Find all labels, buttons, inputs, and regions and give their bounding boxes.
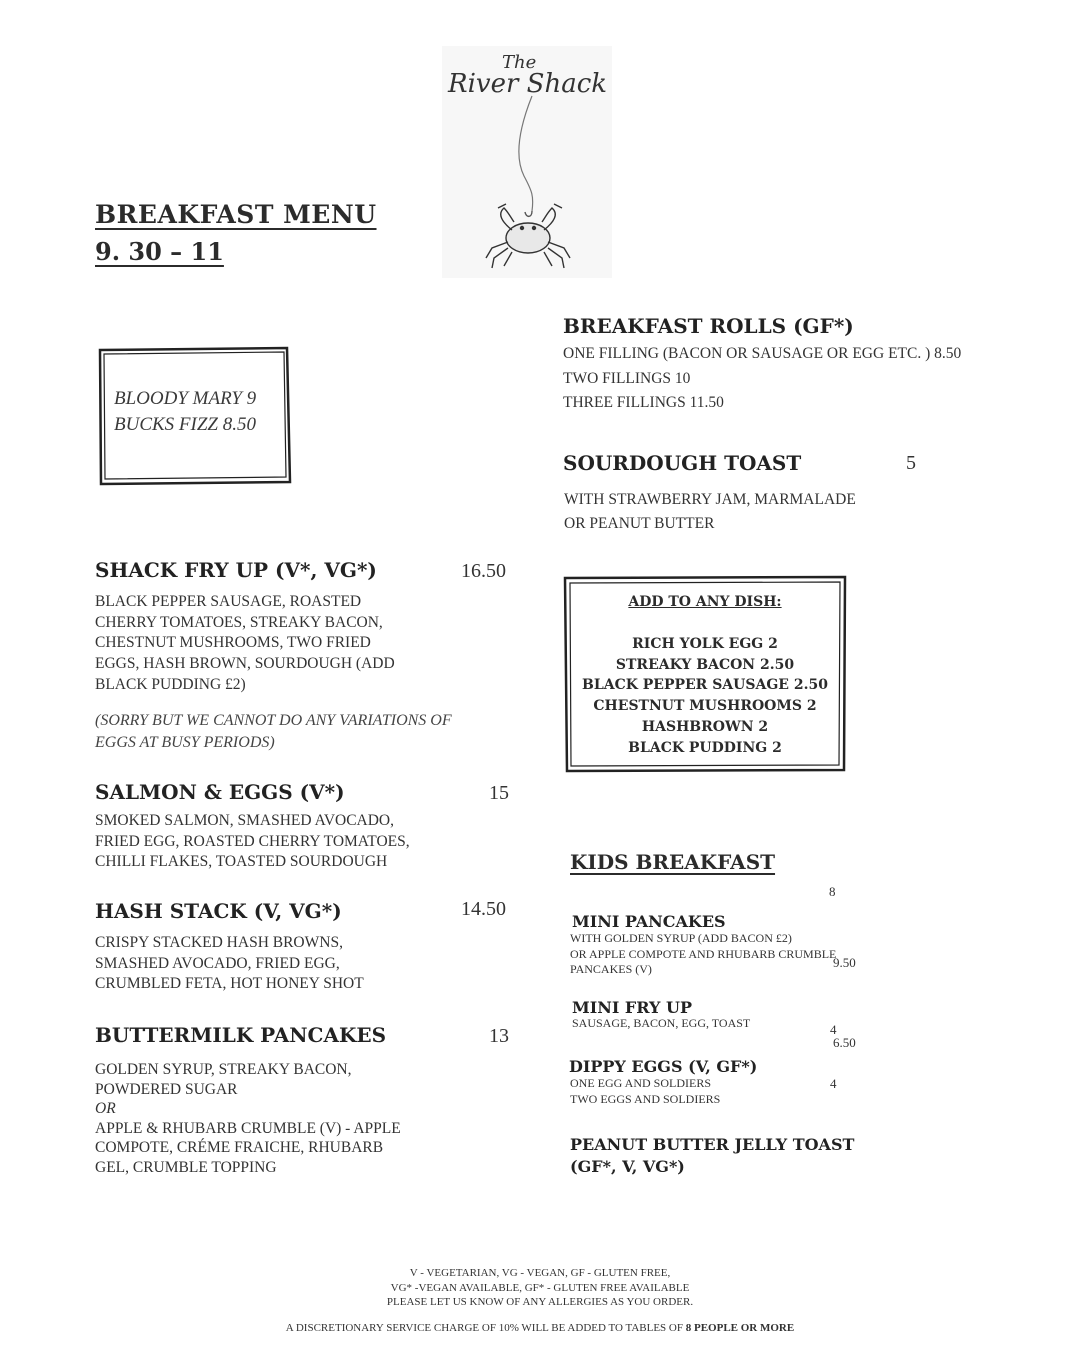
or-separator: OR [95, 1100, 116, 1117]
dippy-eggs-price: 4 [830, 1076, 837, 1091]
river-shack-logo [442, 46, 612, 278]
dietary-key [0, 1266, 1080, 1310]
logo-the-text: The [502, 52, 537, 73]
service-bold: 8 PEOPLE OR MORE [685, 1322, 795, 1334]
note-line: EGGS AT BUSY PERIODS) [95, 733, 275, 751]
desc-line: CHERRY TOMATOES, STREAKY BACON, [95, 613, 383, 631]
mini-fry-up-desc: SAUSAGE, BACON, EGG, TOAST [572, 1016, 751, 1030]
crab-hook-illustration [442, 46, 612, 278]
desc-line: FRIED EGG, ROASTED CHERRY TOMATOES, [95, 832, 410, 850]
serving-hours: 9. 30 – 11 [95, 237, 224, 266]
sourdough-toast-desc [564, 488, 856, 536]
desc-line: CRUMBLED FETA, HOT HONEY SHOT [95, 975, 364, 993]
drink-bloody-mary: BLOODY MARY 9 [114, 388, 257, 409]
rolls-two-fillings: TWO FILLINGS 10 [563, 369, 691, 387]
mini-pancakes-title: MINI PANCAKES [572, 912, 726, 931]
note-line: (SORRY BUT WE CANNOT DO ANY VARIATIONS OF [95, 712, 452, 729]
desc-line: ONE EGG AND SOLDIERS [570, 1076, 711, 1090]
breakfast-rolls-title: BREAKFAST ROLLS (GF*) [563, 314, 854, 338]
hash-stack-price: 14.50 [461, 898, 506, 920]
desc-line: WITH GOLDEN SYRUP (ADD BACON £2) [570, 931, 792, 945]
dippy-eggs-desc [570, 1076, 720, 1107]
desc-line: BLACK PUDDING £2) [95, 675, 246, 693]
breakfast-rolls-lines [563, 342, 961, 416]
desc-line: GOLDEN SYRUP, STREAKY BACON, [95, 1061, 352, 1078]
desc-line: EGGS, HASH BROWN, SOURDOUGH (ADD [95, 655, 395, 673]
desc-line: SMOKED SALMON, SMASHED AVOCADO, [95, 812, 394, 829]
kids-breakfast-heading: KIDS BREAKFAST [570, 850, 776, 874]
footer-line: V - VEGETARIAN, VG - VEGAN, GF - GLUTEN FREE, [409, 1267, 671, 1279]
pb-jelly-toast-title [570, 1134, 854, 1178]
add-on-box [562, 574, 848, 774]
mini-fry-up-price-a: 4 [830, 1022, 837, 1037]
salmon-eggs-title: SALMON & EGGS (V*) [95, 780, 345, 804]
drink-bucks-fizz: BUCKS FIZZ 8.50 [114, 414, 256, 435]
mini-fry-up-price-b: 6.50 [833, 1035, 856, 1050]
add-on-item: BLACK PUDDING 2 [628, 739, 782, 756]
drinks-box [97, 346, 293, 486]
add-on-item: CHESTNUT MUSHROOMS 2 [593, 698, 817, 715]
buttermilk-pancakes-price: 13 [489, 1025, 509, 1047]
shack-fry-up-note [95, 710, 452, 753]
mini-pancakes-price-a: 8 [829, 884, 836, 899]
desc-line: TWO EGGS AND SOLDIERS [570, 1091, 721, 1106]
title-line: (GF*, V, VG*) [570, 1157, 685, 1176]
rolls-one-filling: ONE FILLING (BACON OR SAUSAGE OR EGG ETC. ) 8.50 [563, 345, 962, 362]
add-on-item: STREAKY BACON 2.50 [615, 656, 795, 673]
rolls-three-fillings: THREE FILLINGS 11.50 [563, 394, 724, 411]
desc-line: WITH STRAWBERRY JAM, MARMALADE [564, 491, 856, 508]
dippy-eggs-title: DIPPY EGGS (V, GF*) [569, 1057, 758, 1076]
mini-fry-up-title: MINI FRY UP [572, 998, 693, 1017]
hash-stack-title: HASH STACK (V, VG*) [95, 899, 342, 923]
add-on-item: RICH YOLK EGG 2 [632, 636, 778, 652]
desc-line: CHESTNUT MUSHROOMS, TWO FRIED [95, 634, 371, 652]
desc-line: SMASHED AVOCADO, FRIED EGG, [95, 954, 340, 972]
salmon-eggs-desc [95, 811, 410, 873]
desc-line: POWDERED SUGAR [95, 1080, 238, 1098]
desc-line: OR PEANUT BUTTER [564, 515, 715, 532]
mini-pancakes-desc [570, 931, 836, 978]
add-on-heading: ADD TO ANY DISH: [628, 594, 782, 610]
hash-stack-desc [95, 933, 364, 995]
service-charge-note [0, 1322, 1080, 1334]
sourdough-toast-price: 5 [906, 452, 916, 474]
desc-line: OR APPLE COMPOTE AND RHUBARB CRUMBLE [570, 946, 837, 961]
buttermilk-pancakes-title: BUTTERMILK PANCAKES [95, 1023, 387, 1047]
desc-line: CHILLI FLAKES, TOASTED SOURDOUGH [95, 853, 388, 871]
logo-main-text: River Shack [448, 69, 608, 99]
desc-line: COMPOTE, CRÉME FRAICHE, RHUBARB [95, 1139, 384, 1156]
salmon-eggs-price: 15 [489, 782, 509, 804]
desc-line: APPLE & RHUBARB CRUMBLE (V) - APPLE [95, 1119, 401, 1137]
footer-line: PLEASE LET US KNOW OF ANY ALLERGIES AS YOU ORDER. [386, 1296, 694, 1308]
title-line: PEANUT BUTTER JELLY TOAST [570, 1135, 855, 1154]
desc-line: PANCAKES (V) [570, 962, 652, 976]
shack-fry-up-desc [95, 592, 395, 696]
desc-line: CRISPY STACKED HASH BROWNS, [95, 934, 343, 951]
page-title: BREAKFAST MENU [95, 200, 377, 229]
add-on-item: BLACK PEPPER SAUSAGE 2.50 [582, 677, 828, 694]
service-text: A DISCRETIONARY SERVICE CHARGE OF 10% WILL BE ADDED TO TABLES OF [285, 1322, 686, 1334]
shack-fry-up-title: SHACK FRY UP (V*, VG*) [95, 558, 377, 582]
sourdough-toast-title: SOURDOUGH TOAST [563, 451, 802, 475]
buttermilk-pancakes-desc [95, 1060, 401, 1177]
mini-pancakes-price-b: 9.50 [833, 955, 856, 970]
add-on-list [562, 634, 848, 758]
add-on-item: HASHBROWN 2 [641, 718, 769, 735]
shack-fry-up-price: 16.50 [461, 560, 506, 582]
desc-line: GEL, CRUMBLE TOPPING [95, 1158, 277, 1176]
desc-line: BLACK PEPPER SAUSAGE, ROASTED [95, 593, 362, 610]
footer-line: VG* -VEGAN AVAILABLE, GF* - GLUTEN FREE AVAILABLE [390, 1281, 690, 1294]
